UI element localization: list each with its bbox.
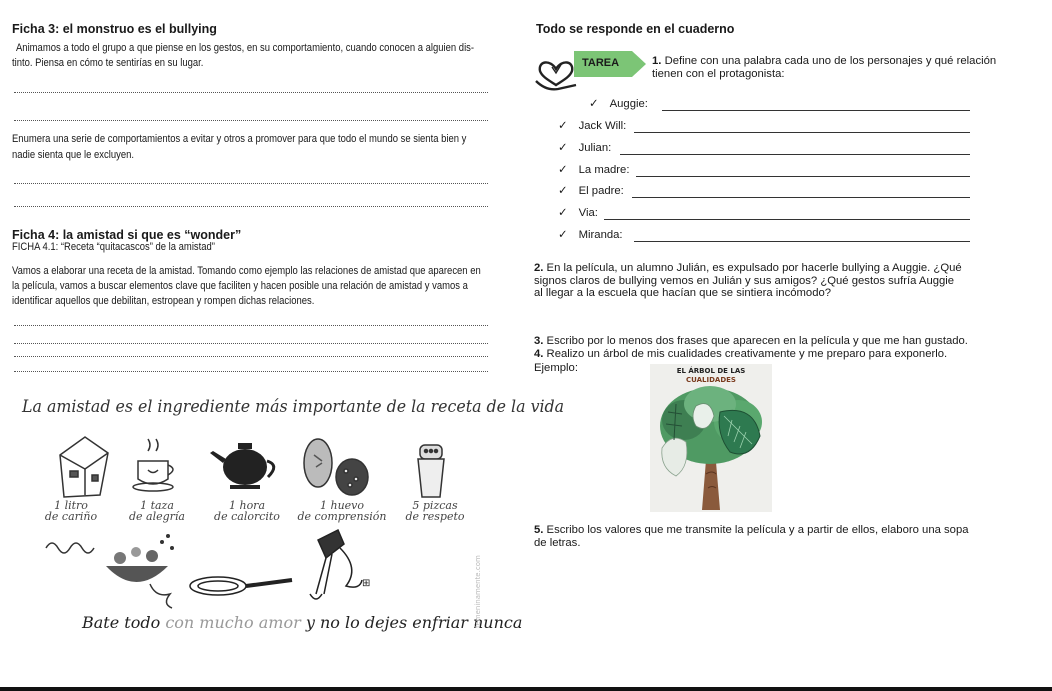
character-row-via	[558, 207, 598, 220]
ingredient-name: de cariño	[44, 510, 98, 523]
check-icon: ✓	[558, 207, 568, 219]
answer-line[interactable]	[14, 120, 488, 121]
tree-drawing	[650, 364, 772, 512]
answer-line[interactable]	[14, 92, 488, 93]
answer-line[interactable]	[14, 343, 488, 344]
character-name: Miranda:	[578, 229, 623, 241]
ingredient-name: de comprensión	[297, 510, 387, 523]
question-2-line1: En la película, un alumno Julián, es expulsado por hacerle bullying a Auggie. ¿Qué	[543, 262, 962, 274]
tree-of-qualities-image	[650, 364, 772, 512]
answer-line-via[interactable]	[604, 219, 970, 220]
ficha4-paragraph-line3: identificar aquellos que debilitan, estropean y rompen dichas relaciones.	[12, 295, 315, 307]
answer-line[interactable]	[14, 183, 488, 184]
salt-shaker-icon	[418, 445, 444, 497]
ingredient-amount: 1 litro	[54, 499, 88, 512]
ingredient-amount: 1 huevo	[319, 499, 364, 512]
recipe-footer	[82, 613, 522, 632]
character-name: Jack Will:	[578, 120, 627, 132]
ficha4-title: Ficha 4: la amistad si que es “wonder”	[12, 228, 242, 242]
mixing-illustration	[40, 528, 440, 616]
check-icon: ✓	[558, 164, 568, 176]
check-icon: ✓	[589, 98, 599, 110]
ficha4-subtitle: FICHA 4.1: “Receta “quitacascos” de la amistad”	[12, 241, 215, 253]
answer-line-miranda[interactable]	[634, 241, 970, 242]
cup-icon	[133, 439, 173, 491]
character-name: Julian:	[578, 142, 612, 154]
question-number: 2.	[534, 262, 544, 274]
check-icon: ✓	[558, 120, 568, 132]
ingredient-cup-label	[126, 500, 188, 522]
answer-line[interactable]	[14, 371, 488, 372]
recipe-footer-start: Bate todo	[82, 613, 166, 632]
tree-title-line1: EL ÁRBOL DE LAS	[676, 367, 746, 375]
character-name: Via:	[578, 207, 598, 219]
question-3-text: Escribo por lo menos dos frases que aparecen en la película y que me han gustado.	[543, 335, 968, 347]
question-4-text: Realizo un árbol de mis cualidades creativamente y me preparo para exponerlo.	[543, 348, 948, 360]
recipe-ingredients-illustration	[40, 425, 480, 505]
character-name: La madre:	[578, 164, 630, 176]
character-name: El padre:	[578, 185, 624, 197]
question-5-line1: Escribo los valores que me transmite la película y a partir de ellos, elaboro una sopa	[543, 524, 969, 536]
teapot-icon	[210, 443, 274, 489]
tree-title-line2: CUALIDADES	[686, 376, 736, 384]
heart-hands-icon	[532, 45, 580, 95]
ingredient-name: de calorcito	[214, 510, 280, 523]
example-label: Ejemplo:	[534, 362, 578, 374]
question-number: 4.	[534, 348, 544, 360]
question-1	[652, 55, 1017, 80]
ingredient-teapot-label	[212, 500, 282, 522]
answer-line[interactable]	[14, 325, 488, 326]
recipe-heading: La amistad es el ingrediente más importante de la receta de la vida	[22, 397, 565, 417]
ingredient-amount: 1 taza	[140, 499, 174, 512]
svg-text:⊞: ⊞	[362, 578, 371, 589]
answer-line-madre[interactable]	[636, 176, 970, 177]
character-row-auggie	[589, 98, 648, 111]
ingredient-egg-label	[296, 500, 388, 522]
ficha3-title: Ficha 3: el monstruo es el bullying	[12, 22, 217, 36]
question-4	[534, 348, 947, 361]
egg-icon	[304, 439, 368, 495]
ficha4-paragraph-line1: Vamos a elaborar una receta de la amistad. Tomando como ejemplo las relaciones de amistad que aparecen en	[12, 265, 481, 277]
ingredient-name: de respeto	[405, 510, 465, 523]
question-number: 5.	[534, 524, 544, 536]
character-row-julian	[558, 142, 611, 155]
milk-carton-icon	[60, 437, 108, 497]
page-bottom-border	[0, 687, 1052, 691]
recipe-footer-highlight: con mucho amor	[165, 613, 301, 632]
hand-mixer-icon	[310, 530, 370, 599]
ficha3-intro-line2: tinto. Piensa en cómo te sentirías en su lugar.	[12, 57, 204, 69]
ingredient-amount: 1 hora	[228, 499, 266, 512]
answer-line[interactable]	[14, 356, 488, 357]
question-number: 3.	[534, 335, 544, 347]
answer-line-jackwill[interactable]	[634, 132, 970, 133]
recipe-footer-end: y no lo dejes enfriar nunca	[300, 613, 523, 632]
right-column-title: Todo se responde en el cuaderno	[536, 22, 735, 36]
answer-line-auggie[interactable]	[662, 110, 970, 111]
tarea-badge	[574, 51, 646, 77]
ingredient-amount: 5 pizcas	[412, 499, 458, 512]
watermark-text: femeninamente.com	[474, 555, 482, 628]
check-icon: ✓	[558, 229, 568, 241]
question-5	[534, 524, 969, 549]
character-name: Auggie:	[609, 98, 648, 110]
check-icon: ✓	[558, 142, 568, 154]
question-2-line3: al llegar a la escuela que hacían que se sintiera incómodo?	[534, 287, 832, 299]
mixing-bowl-icon	[46, 534, 174, 608]
question-3	[534, 335, 968, 348]
check-icon: ✓	[558, 185, 568, 197]
ingredient-shaker-label	[400, 500, 470, 522]
character-row-miranda	[558, 229, 623, 242]
question-1-text: Define con una palabra cada uno de los personajes y qué relación tienen con el protagonista:	[652, 55, 997, 80]
ficha3-task-line2: nadie sienta que le excluyen.	[12, 149, 135, 161]
tarea-label: TAREA	[582, 57, 620, 69]
question-number: 1.	[652, 55, 662, 67]
whisk-icon	[190, 577, 292, 595]
question-5-line2: de letras.	[534, 536, 581, 549]
answer-line[interactable]	[14, 206, 488, 207]
answer-line-julian[interactable]	[620, 154, 970, 155]
ficha3-intro-line1: Animamos a todo el grupo a que piense en los gestos, en su comportamiento, cuando conocen a alguien dis-	[16, 42, 475, 54]
question-2	[534, 262, 1024, 300]
watermark	[470, 520, 490, 630]
answer-line-padre[interactable]	[632, 197, 970, 198]
ingredient-milk-label	[42, 500, 100, 522]
ficha4-paragraph-line2: la película, vamos a buscar elementos clave que faciliten y hacen posible una relación de amistad y vamos a	[12, 280, 468, 292]
ficha3-task-line1: Enumera una serie de comportamientos a evitar y otros a promover para que todo el mundo se sienta bien y	[12, 133, 467, 145]
character-row-padre	[558, 185, 624, 198]
question-2-line2: signos claros de bullying vemos en Julián y sus amigos? ¿Qué gestos sufría Auggie	[534, 274, 955, 287]
character-row-jackwill	[558, 120, 626, 133]
ingredient-name: de alegría	[128, 510, 185, 523]
character-row-madre	[558, 164, 629, 177]
